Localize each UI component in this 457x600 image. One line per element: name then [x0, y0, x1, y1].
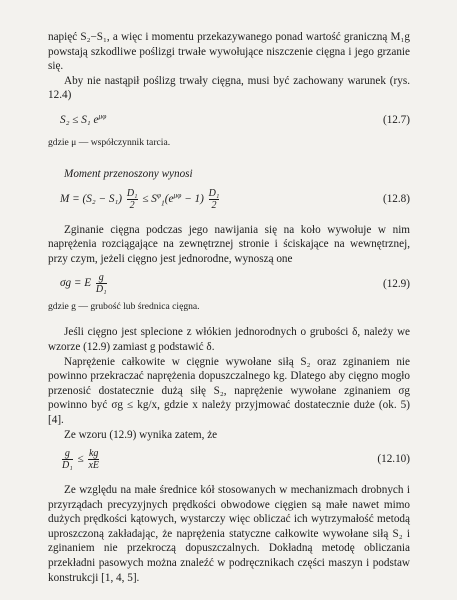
paragraph-bending: Zginanie cięgna podczas jego nawijania się na koło wywołuje w nim naprężenia rozciągające na zewnętrznej stronie i ściskające na wewnętrznej, przy czym, jeżeli cięgno jest jednorodne, wynoszą one [48, 223, 410, 265]
formula-12-9 [48, 272, 410, 295]
formula-12-7-number: (12.7) [382, 113, 410, 126]
moment-lead: Moment przenoszony wynosi [64, 167, 193, 180]
text-column [48, 30, 410, 585]
paragraph-slip: napięć S₂−S₁, a więc i momentu przekazywanego ponad wartość graniczną M₁g powstają szkodliwe poślizgi trwałe wywołujące niszczenie cięgna i jego grzanie się. [48, 31, 410, 73]
paragraph-small-wheels: Ze względu na małe średnice kół stosowanych w mechanizmach drobnych i przyrządach precyzyjnych prędkości obwodowe cięgien są małe nawet mimo dużych prędkości kątowych, wystarczy więc obliczać ich wytrzymałość metodą uproszczoną zakładając, że naprężenia statyczne całkowite wywołane siłą S₂ i zginaniem nie przekroczą dopuszczalnych. Dokładną metodę obliczania przekładni pasowych można znaleźć w podręcznikach części maszyn i podstaw konstrukcji [1, 4, 5]. [48, 484, 410, 584]
frac-d1-2-b: $\frac{\text{D₁}}{2}$ [208, 187, 220, 211]
frac-g-d1: $\frac{g}{\text{D₁}}$ [95, 272, 107, 296]
formula-12-7 [48, 109, 410, 131]
formula-12-8 [48, 188, 410, 211]
formula-12-9-expr: σg = E $\frac{g}{\text{D₁}}$ [60, 272, 107, 296]
formula-12-7-expr: S₂ ≤ S₁ $e^{\mu\varphi}$ [60, 110, 107, 126]
paragraph-braided: Jeśli cięgno jest splecione z włókien jednorodnych o grubości δ, należy we wzorze (12.9) zamiast g podstawić δ. [48, 326, 410, 353]
frac-g-d1-b: $\frac{g}{\text{D₁}}$ [62, 448, 73, 472]
paragraph-condition: Aby nie nastąpił poślizg trwały cięgna, musi być zachowany warunek (rys. 12.4) [48, 74, 410, 102]
frac-d1-2-a: $\frac{\text{D₁}}{2}$ [126, 187, 138, 211]
formula-12-10-expr: $\frac{g}{\text{D₁}}$ ≤ $\frac{kg}{xE}$ [62, 448, 99, 472]
paragraph-from-formula: Ze wzoru (12.9) wynika zatem, że [64, 428, 218, 441]
paragraph-total-stress: Naprężenie całkowite w cięgnie wywołane siłą S₂ oraz zginaniem nie powinno przekraczać naprężenia dopuszczalnego kg. Dlatego aby cięgno mogło przenosić dostatecznie dużą siłę S₂, naprężenie wywołane zginaniem σg powinno być σg ≤ kg/x, gdzie x należy przyjmować dostatecznie duże (ok. 5) [4]. [48, 355, 410, 426]
where-g: gdzie g — grubość lub średnica cięgna. [48, 301, 200, 313]
formula-12-10-number: (12.10) [377, 453, 410, 466]
formula-12-9-number: (12.9) [382, 277, 410, 290]
where-mu: gdzie μ — współczynnik tarcia. [48, 136, 171, 148]
formula-12-8-number: (12.8) [382, 192, 410, 205]
frac-kg-xe: $\frac{kg}{xE}$ [88, 448, 99, 472]
formula-12-8-expr: M = (S₂ − S₁) $\frac{\text{D₁}}{2}$ ≤ $S^\varphi_1(e^{\mu\varphi} - 1)$ $\frac{\text{D₁}}{2}$ [60, 187, 220, 211]
formula-12-10 [48, 448, 410, 471]
